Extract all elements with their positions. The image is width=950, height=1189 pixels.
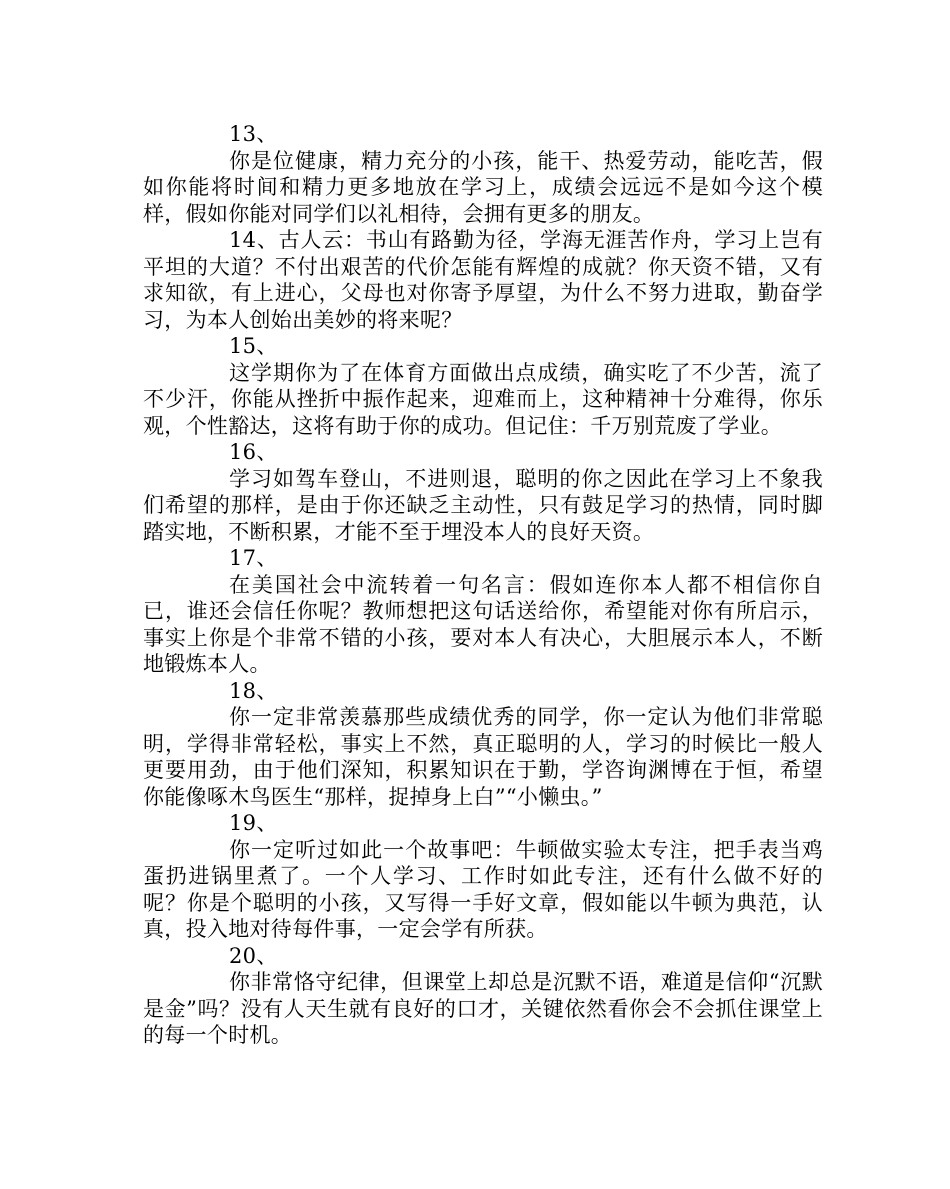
- paragraph: 20、: [229, 943, 278, 968]
- paragraph: 在美国社会中流转着一句名言：假如连你本人都不相信你自已，谁还会信任你呢？教师想把这句话送给你，希望能对你有所启示，事实上你是个非常不错的小孩，要对本人有决心，大胆展示本人，不断地锻炼本人。: [143, 572, 823, 676]
- paragraph: 17、: [229, 546, 278, 570]
- paragraph: 13、: [229, 122, 278, 146]
- paragraph: 学习如驾车登山，不进则退，聪明的你之因此在学习上不象我们希望的那样，是由于你还缺乏主动性，只有鼓足学习的热情，同时脚踏实地，不断积累，才能不至于埋没本人的良好天资。: [143, 466, 823, 544]
- paragraph: 16、: [229, 440, 278, 464]
- paragraph: 你非常恪守纪律，但课堂上却总是沉默不语，难道是信仰“沉默是金”吗？没有人天生就有良好的口才，关键依然看你会不会抓住课堂上的每一个时机。: [143, 970, 823, 1047]
- paragraph: 15、: [229, 334, 278, 358]
- paragraph: 14、古人云：书山有路勤为径，学海无涯苦作舟，学习上岂有平坦的大道？不付出艰苦的代价怎能有辉煌的成就？你天资不错，又有求知欲，有上进心，父母也对你寄予厚望，为什么不努力进取，勤奋学习，为本人创始出美妙的将来呢？: [143, 228, 823, 332]
- paragraph: 你是位健康，精力充分的小孩，能干、热爱劳动，能吃苦，假如你能将时间和精力更多地放在学习上，成绩会远远不是如今这个模样，假如你能对同学们以礼相待，会拥有更多的朋友。: [143, 148, 823, 226]
- paragraph: 你一定听过如此一个故事吧：牛顿做实验太专注，把手表当鸡蛋扔进锅里煮了。一个人学习、工作时如此专注，还有什么做不好的呢？你是个聪明的小孩，又写得一手好文章，假如能以牛顿为典范，认真，投入地对待每件事，一定会学有所获。: [143, 837, 823, 941]
- paragraph: 18、: [229, 678, 278, 703]
- paragraph: 这学期你为了在体育方面做出点成绩，确实吃了不少苦，流了不少汗，你能从挫折中振作起来，迎难而上，这种精神十分难得，你乐观，个性豁达，这将有助于你的成功。但记住：千万别荒废了学业。: [143, 360, 823, 438]
- document-body: [143, 121, 823, 1049]
- paragraph: 19、: [229, 811, 278, 835]
- paragraph: 你一定非常羡慕那些成绩优秀的同学，你一定认为他们非常聪明，学得非常轻松，事实上不然，真正聪明的人，学习的时候比一般人更要用劲，由于他们深知，积累知识在于勤，学咨询渊博在于恒，希望你能像啄木鸟医生“那样，捉掉身上白”“小懒虫。”: [143, 705, 823, 809]
